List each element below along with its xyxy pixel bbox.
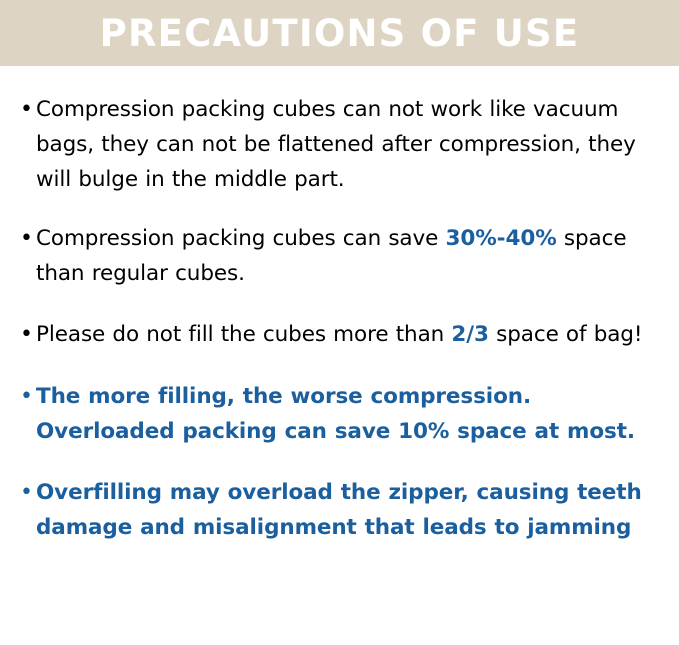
list-item (18, 92, 659, 197)
text-segment: space than regular cubes. (36, 226, 627, 286)
text-segment: space of bag! (488, 322, 643, 347)
bullet-icon: • (20, 97, 33, 122)
header-band (0, 0, 679, 66)
text-segment: Compression packing cubes can not work like vacuum bags, they can not be flattened after compression, they will bulge in the middle part. (36, 97, 636, 192)
list-item-text (36, 475, 659, 545)
text-segment: Please do not fill the cubes more than (36, 322, 452, 347)
list-item-text (36, 221, 659, 291)
bullet-icon: • (20, 480, 33, 505)
text-segment: Compression packing cubes can save (36, 226, 446, 251)
text-segment: Overfilling may overload the zipper, causing teeth damage and misalignment that leads to jamming (36, 480, 642, 540)
list-item (18, 317, 659, 352)
bullet-icon: • (20, 226, 33, 251)
page-title: PRECAUTIONS OF USE (99, 11, 580, 55)
list-item-text (36, 379, 659, 449)
highlight-segment: 30%-40% (445, 226, 557, 251)
text-segment: The more filling, the worse compression. Overloaded packing can save 10% space at most. (36, 384, 635, 444)
list-item (18, 221, 659, 291)
precautions-list (0, 66, 679, 545)
list-item-text (36, 92, 659, 197)
list-item (18, 379, 659, 449)
bullet-icon: • (20, 384, 33, 409)
list-item (18, 475, 659, 545)
list-item-text (36, 317, 659, 352)
highlight-segment: 2/3 (451, 322, 489, 347)
bullet-icon: • (20, 322, 33, 347)
